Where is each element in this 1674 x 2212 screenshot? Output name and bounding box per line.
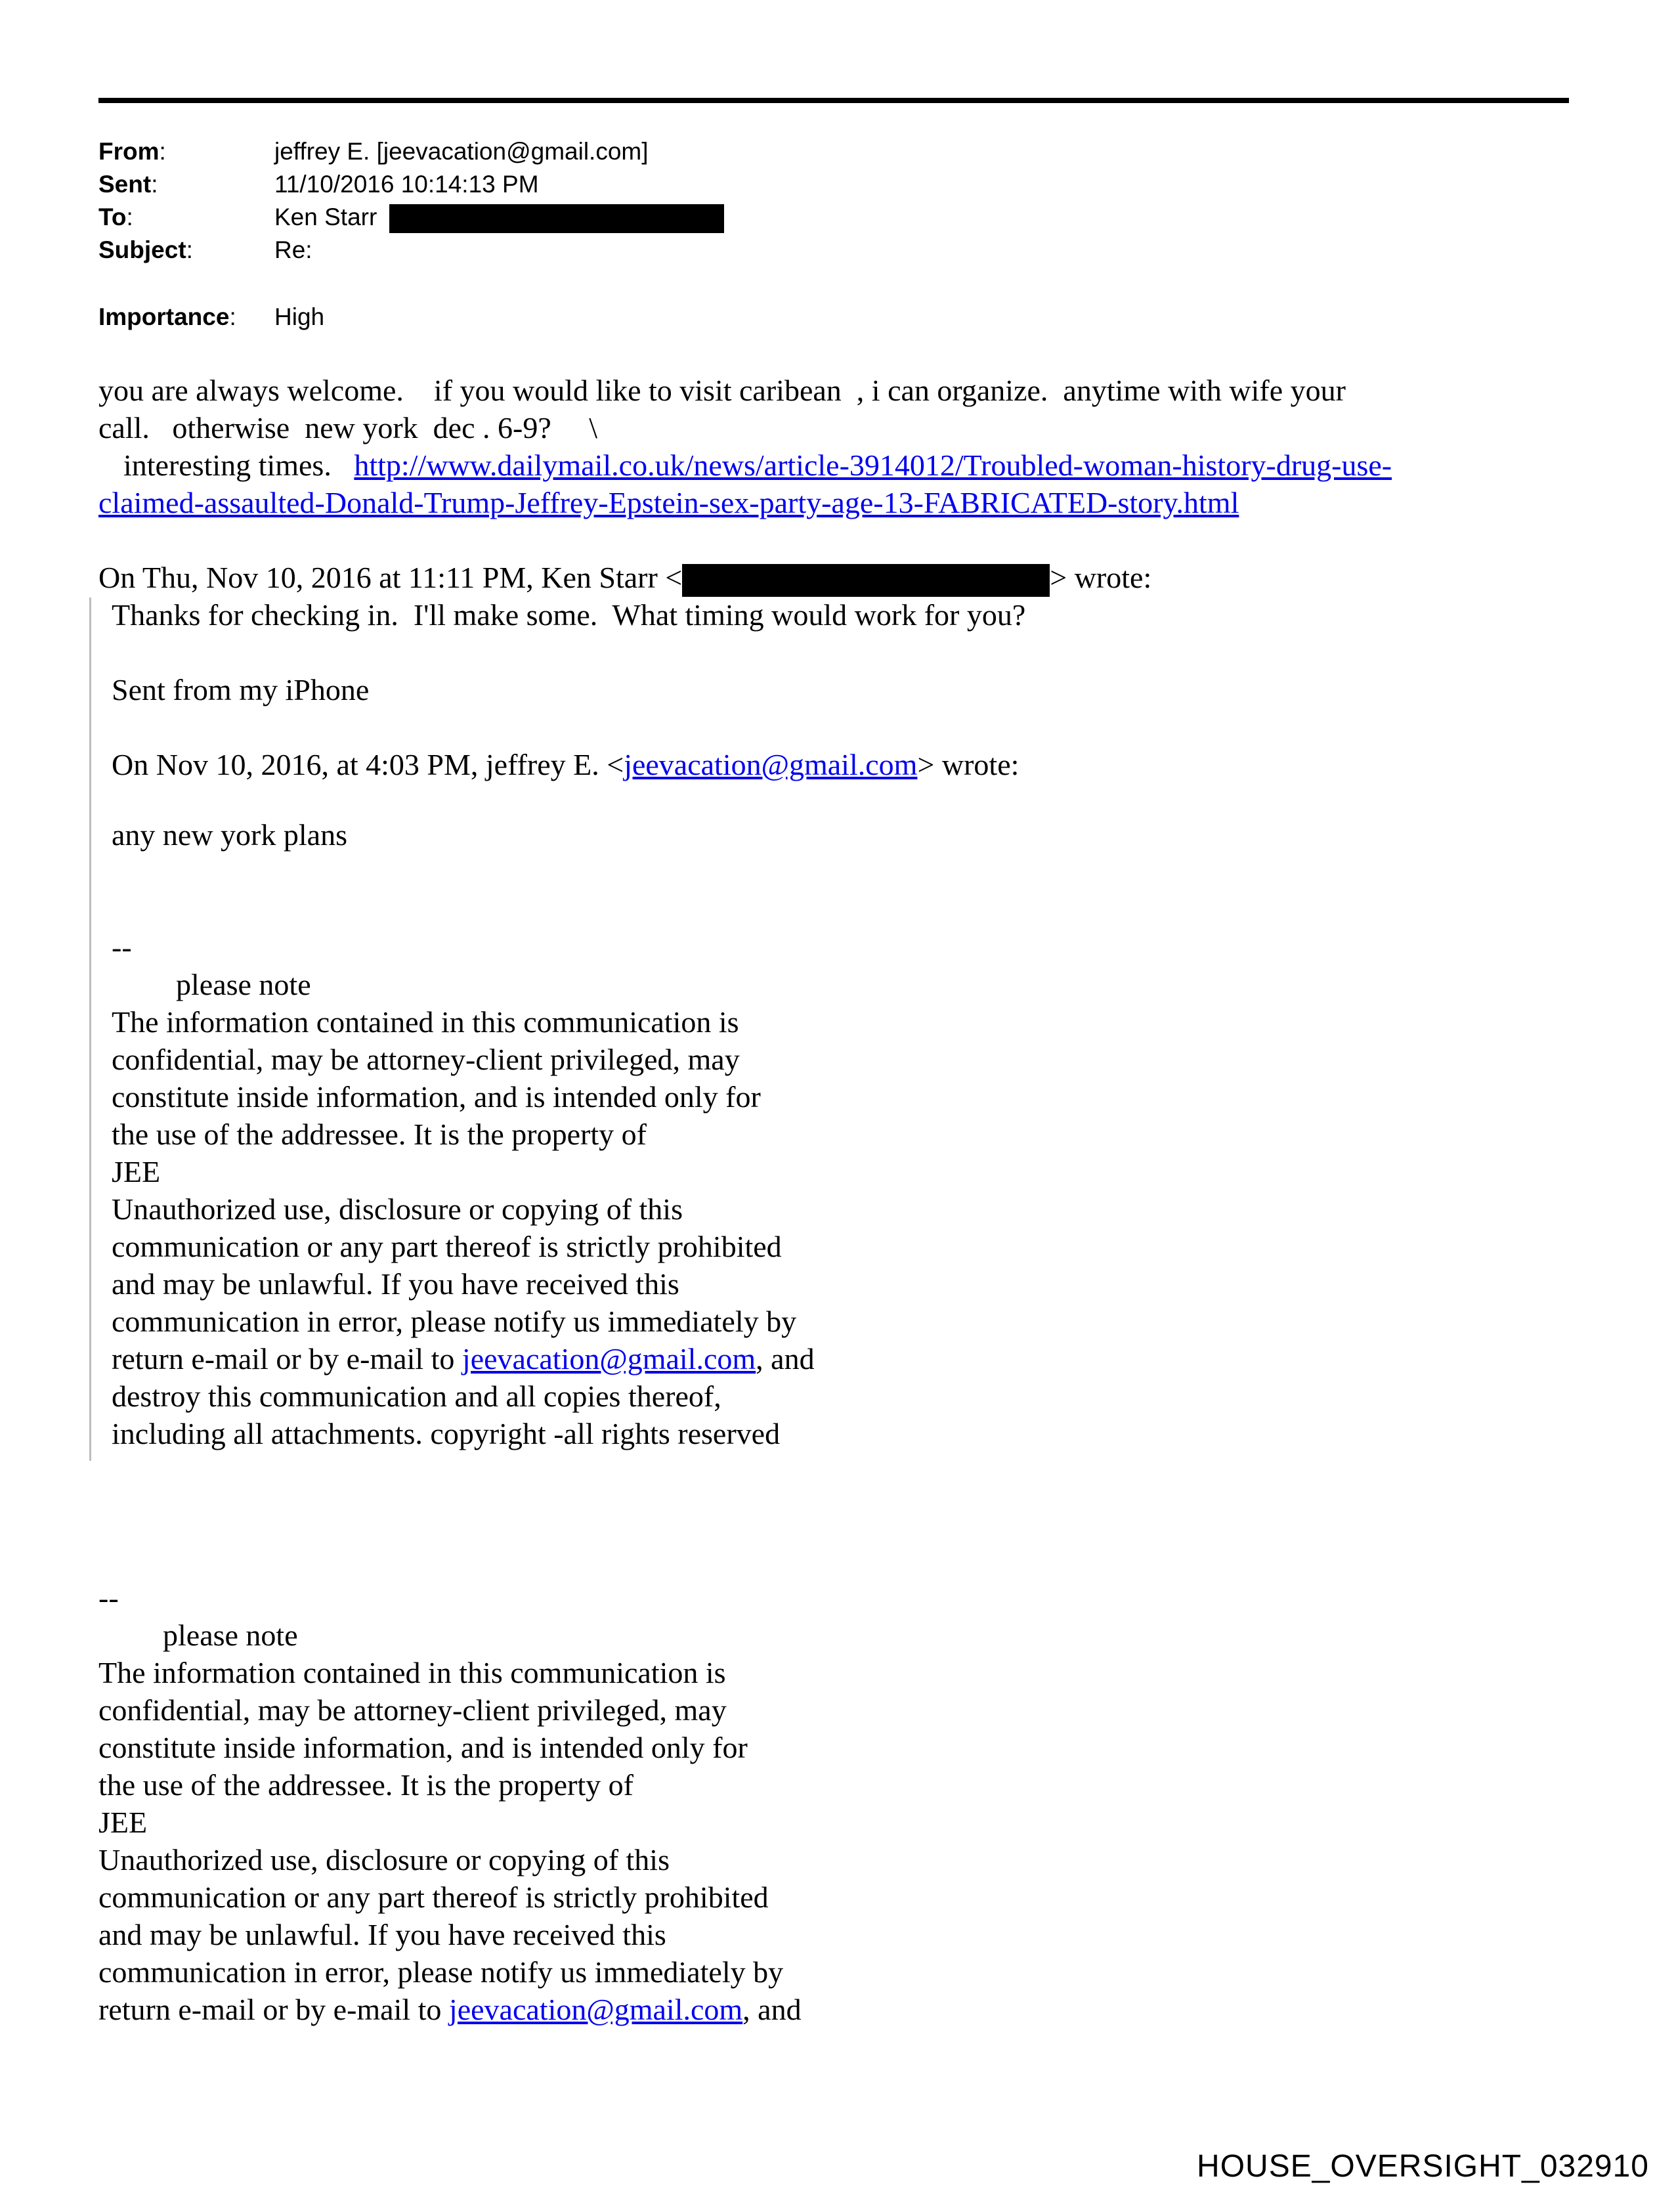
quoted-line: Thanks for checking in. I'll make some. What timing would work for you? (112, 598, 1026, 632)
disclaimer-line: The information contained in this communication is (112, 1005, 739, 1039)
disclaimer-line: and may be unlawful. If you have received this (98, 1918, 666, 1951)
disclaimer-line: confidential, may be attorney-client privileged, may (112, 1043, 740, 1076)
subject-row: Subject: Re: (98, 236, 312, 263)
reply-intro: On Thu, Nov 10, 2016 at 11:11 PM, Ken Starr < > wrote: (98, 559, 1151, 597)
disclaimer-email-line: return e-mail or by e-mail to jeevacation@gmail.com, and (98, 1993, 802, 2026)
bates-number: HOUSE_OVERSIGHT_032910 (1197, 2149, 1649, 2184)
quoted-disclaimer (112, 928, 815, 1452)
quote-bar (89, 597, 91, 1461)
quoted-message (112, 596, 1025, 854)
email-link[interactable]: jeevacation@gmail.com (448, 1993, 743, 2026)
disclaimer-line: communication in error, please notify us immediately by (112, 1305, 797, 1338)
nested-body: any new york plans (112, 818, 347, 852)
from-label: From (98, 138, 160, 165)
subject-value: Re: (274, 236, 312, 263)
disclaimer-line: and may be unlawful. If you have received this (112, 1267, 679, 1301)
body-line: you are always welcome. if you would like to visit caribean , i can organize. anytime with wife your (98, 374, 1346, 407)
disclaimer-email-line: return e-mail or by e-mail to jeevacation@gmail.com, and (112, 1342, 815, 1376)
to-value: Ken Starr (274, 204, 377, 230)
to-row: To: Ken Starr (98, 201, 724, 234)
disclaimer-note: please note (176, 968, 311, 1001)
disclaimer-line: destroy this communication and all copies thereof, (112, 1379, 721, 1413)
to-label: To (98, 204, 127, 230)
sent-row: Sent: 11/10/2016 10:14:13 PM (98, 171, 539, 198)
disclaimer-line: the use of the addressee. It is the property of (98, 1768, 633, 1802)
disclaimer-note: please note (163, 1618, 298, 1652)
article-link-continued (98, 484, 1392, 521)
disclaimer-line: Unauthorized use, disclosure or copying of this (98, 1843, 670, 1876)
article-link[interactable]: claimed-assaulted-Donald-Trump-Jeffrey-Epstein-sex-party-age-13-FABRICATED-story.html (98, 486, 1239, 519)
body-link-line: interesting times. http://www.dailymail.co.uk/news/article-3914012/Troubled-woman-history-drug-use- (123, 448, 1392, 482)
email-link[interactable]: jeevacation@gmail.com (461, 1342, 756, 1376)
article-link[interactable]: http://www.dailymail.co.uk/news/article-3914012/Troubled-woman-history-drug-use- (354, 448, 1392, 482)
disclaimer-line: JEE (98, 1806, 148, 1839)
disclaimer-line: communication or any part thereof is strictly prohibited (98, 1880, 769, 1914)
header-rule (98, 98, 1569, 103)
disclaimer-line: communication or any part thereof is strictly prohibited (112, 1230, 782, 1263)
signature-dash: -- (98, 1581, 119, 1615)
quoted-line: Sent from my iPhone (112, 673, 370, 706)
disclaimer-line: including all attachments. copyright -all rights reserved (112, 1417, 781, 1450)
nested-intro: On Nov 10, 2016, at 4:03 PM, jeffrey E. <jeevacation@gmail.com> wrote: (112, 748, 1019, 781)
disclaimer-line: communication in error, please notify us immediately by (98, 1955, 784, 1989)
outer-disclaimer (98, 1579, 802, 2028)
disclaimer-line: Unauthorized use, disclosure or copying of this (112, 1192, 683, 1226)
disclaimer-line: JEE (112, 1155, 161, 1188)
importance-label: Importance (98, 303, 230, 330)
disclaimer-line: constitute inside information, and is intended only for (112, 1080, 761, 1114)
from-row: From: jeffrey E. [jeevacation@gmail.com] (98, 138, 649, 165)
importance-row: Importance: High (98, 303, 325, 330)
subject-label: Subject (98, 236, 186, 263)
sent-value: 11/10/2016 10:14:13 PM (274, 171, 539, 198)
body-line: call. otherwise new york dec . 6-9? \ (98, 411, 598, 445)
sent-label: Sent (98, 171, 152, 198)
disclaimer-line: The information contained in this communication is (98, 1656, 726, 1689)
signature-dash: -- (112, 930, 132, 964)
redaction-bar (682, 564, 1050, 597)
redaction-bar (389, 204, 724, 233)
importance-value: High (274, 303, 325, 330)
disclaimer-line: confidential, may be attorney-client privileged, may (98, 1693, 727, 1727)
disclaimer-line: the use of the addressee. It is the property of (112, 1117, 647, 1151)
email-link[interactable]: jeevacation@gmail.com (624, 748, 918, 781)
from-value: jeffrey E. [jeevacation@gmail.com] (274, 138, 649, 165)
message-body (98, 372, 1392, 521)
disclaimer-line: constitute inside information, and is intended only for (98, 1731, 748, 1764)
